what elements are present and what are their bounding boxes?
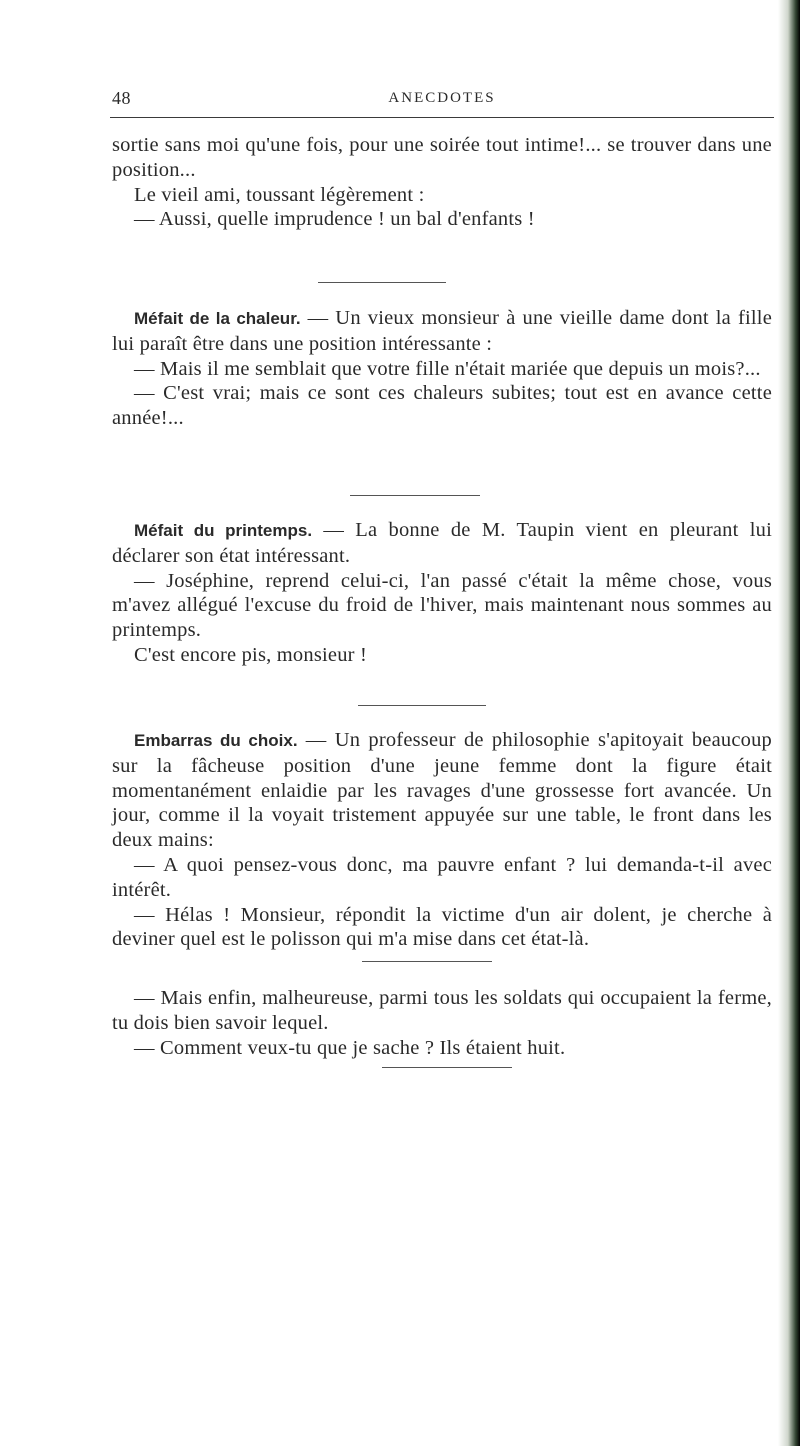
section-separator <box>350 495 480 496</box>
paragraph: — Aussi, quelle imprudence ! un bal d'enfants ! <box>134 208 535 231</box>
anecdote-embarras-choix <box>112 728 772 952</box>
paragraph-text: — Un professeur de philosophie s'apitoyait beaucoup sur la fâcheuse position d'une jeune femme dont la figure était momentanément enlaidie par les ravages d'une grossesse fort avancée. Un jour, comme il la voyait tristement appuyée sur une table, le front dans les deux mains: <box>112 729 772 852</box>
section-separator <box>362 961 492 962</box>
anecdote-title: Embarras du choix. <box>134 731 298 750</box>
paragraph: — Joséphine, reprend celui-ci, l'an passé c'était la même chose, vous m'avez allégué l'excuse du froid de l'hiver, mais maintenant nous sommes au printemps. <box>112 569 772 642</box>
paragraph: — Hélas ! Monsieur, répondit la victime d'un air dolent, je cherche à deviner quel est le polisson qui m'a mise dans cet état-là. <box>112 903 772 951</box>
paragraph <box>112 518 772 569</box>
running-title: ANECDOTES <box>388 90 496 106</box>
page-edge-shadow <box>778 0 800 1446</box>
anecdote-title: Méfait du printemps. <box>134 521 313 540</box>
paragraph: — Mais enfin, malheureuse, parmi tous les soldats qui occupaient la ferme, tu dois bien savoir lequel. <box>112 987 772 1034</box>
anecdote-mefait-chaleur <box>112 306 772 431</box>
paragraph: — A quoi pensez-vous donc, ma pauvre enfant ? lui demanda-t-il avec intérêt. <box>112 853 772 901</box>
paragraph: — Comment veux-tu que je sache ? Ils étaient huit. <box>134 1036 566 1059</box>
anecdote-mefait-printemps <box>112 518 772 668</box>
paragraph-text: — La bonne de M. Taupin vient en pleurant lui déclarer son état intéressant. <box>112 519 772 567</box>
paragraph: sortie sans moi qu'une fois, pour une soirée tout intime!... se trouver dans une position... <box>112 134 772 181</box>
section-separator <box>382 1067 512 1068</box>
paragraph: Le vieil ami, toussant légèrement : <box>134 183 425 206</box>
page-number: 48 <box>112 88 131 108</box>
running-head <box>112 88 772 118</box>
section-separator <box>358 705 486 706</box>
section-separator <box>318 282 446 283</box>
anecdote-continuation <box>112 133 772 232</box>
paragraph-text: — Un vieux monsieur à une vieille dame dont la fille lui paraît être dans une position intéressante : <box>112 307 773 355</box>
anecdote-soldats <box>112 986 772 1060</box>
anecdote-title: Méfait de la chaleur. <box>134 309 301 328</box>
paragraph: C'est encore pis, monsieur ! <box>134 643 368 666</box>
header-rule <box>110 117 774 118</box>
paragraph: — Mais il me semblait que votre fille n'était mariée que depuis un mois?... <box>134 357 761 380</box>
paragraph: — C'est vrai; mais ce sont ces chaleurs subites; tout est en avance cette année!... <box>112 382 772 430</box>
paragraph <box>112 306 772 357</box>
paragraph <box>112 728 772 853</box>
